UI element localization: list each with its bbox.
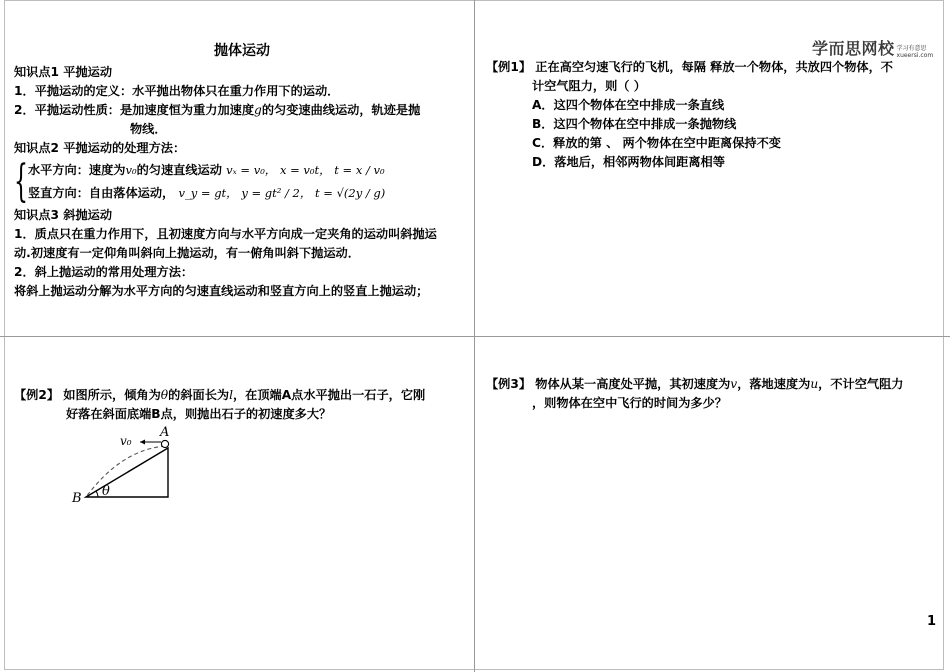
kp1-item1: 1．平抛运动的定义：水平抛出物体只在重力作用下的运动． [14,84,340,98]
incline-figure [66,420,186,510]
kp1-item2-g: g [254,103,262,117]
page-number: 1 [927,614,937,629]
horiz-formula: vₓ = v₀， x = v₀t， t = x / v₀ [226,163,385,177]
ex1-option-b: B．这四个物体在空中排成一条抛物线 [532,117,737,131]
ex1-option-d: D．落地后，相邻两物体间距离相等 [532,155,725,169]
kp2-title: 知识点2 平抛运动的处理方法： [14,141,186,155]
label-v0: v₀ [120,434,132,448]
vert-formula: v_y = gt， y = gt² / 2， t = √(2y / g) [178,186,386,200]
ex1-question-line2: 计空气阻力，则（ ） [532,79,646,93]
ex3-question-line2: ，则物体在空中飞行的时间为多少？ [532,396,727,410]
knowledge-panel [14,40,470,301]
ex3-q-a: 【例3】 物体从某一高度处平抛，其初速度为 [486,377,731,391]
ex2-q-l: l [229,388,233,402]
ex2-q-b: 的斜面长为 [168,388,230,402]
horiz-label: 水平方向：速度为 [28,163,126,177]
logo-side-text [897,45,934,59]
method-brace-group [14,156,470,207]
kp3-item2: 2．斜上抛运动的常用处理方法： [14,265,194,279]
ex2-question-line2: 好落在斜面底端B点，则抛出石子的初速度多大？ [66,407,332,421]
xueersi-logo [812,36,933,59]
velocity-arrowhead [140,440,145,445]
vert-label: 竖直方向：自由落体运动， [28,186,175,200]
method-lines [28,159,385,205]
horiz-text: 的匀速直线运动 [136,163,222,177]
ex2-question-line1 [14,386,470,405]
example3-panel [486,375,941,413]
ex1-options [486,96,936,172]
ex3-q-u: u [810,377,819,391]
ex3-q-b: ，落地速度为 [737,377,811,391]
incline-surface [86,448,168,497]
ex2-q-theta: θ [160,388,169,402]
ex1-option-c: C．释放的第 、 两个物体在空中距离保持不变 [532,136,781,150]
label-A: A [160,425,170,440]
kp1-item2-b: 的匀变速曲线运动，轨迹是抛 [261,103,421,117]
ex3-q-v: v [730,377,738,391]
angle-arc [96,491,98,497]
logo-tagline: 学习有意思 [896,45,927,52]
label-B: B [72,491,82,506]
kp3-item3: 将斜上抛运动分解为水平方向的匀速直线运动和竖直方向上的竖直上抛运动； [14,284,429,298]
ex1-question-line1: 【例1】 正在高空匀速飞行的飞机，每隔 释放一个物体，共放四个物体，不 [486,60,893,74]
horizontal-divider [0,336,950,337]
logo-domain: xueersi.com [896,52,934,59]
logo-main-text: 学而思网校 [812,39,895,58]
ex2-q-a: 【例2】 如图所示，倾角为 [14,388,161,402]
ex1-option-a: A．这四个物体在空中排成一条直线 [532,98,725,112]
kp1-item2-cont: 物线． [130,122,167,136]
kp1-item2 [14,101,470,120]
brace-symbol: { [14,156,28,207]
kp3-item1-b: 动.初速度有一定仰角叫斜向上抛运动，有一俯角叫斜下抛运动． [14,246,360,260]
example2-panel [14,386,470,424]
example1-panel [486,58,936,172]
page-title: 抛体运动 [214,43,270,59]
ex3-q-c: ，不计空气阻力 [818,377,904,391]
horizontal-method [28,159,385,182]
kp3-title: 知识点3 斜抛运动 [14,208,113,222]
kp3-item1-a: 1．质点只在重力作用下，且初速度方向与水平方向成一定夹角的运动叫斜抛运 [14,227,437,241]
kp1-item2-a: 2．平抛运动性质：是加速度恒为重力加速度 [14,103,255,117]
ex2-q-c: ，在顶端A点水平抛出一石子，它刚 [232,388,426,402]
kp1-title: 知识点1 平抛运动 [14,65,113,79]
label-theta: θ [102,484,110,499]
stone-circle [161,440,168,447]
horiz-v0: v₀ [125,163,137,177]
vertical-method [28,182,385,205]
ex3-question-line1 [486,375,941,394]
